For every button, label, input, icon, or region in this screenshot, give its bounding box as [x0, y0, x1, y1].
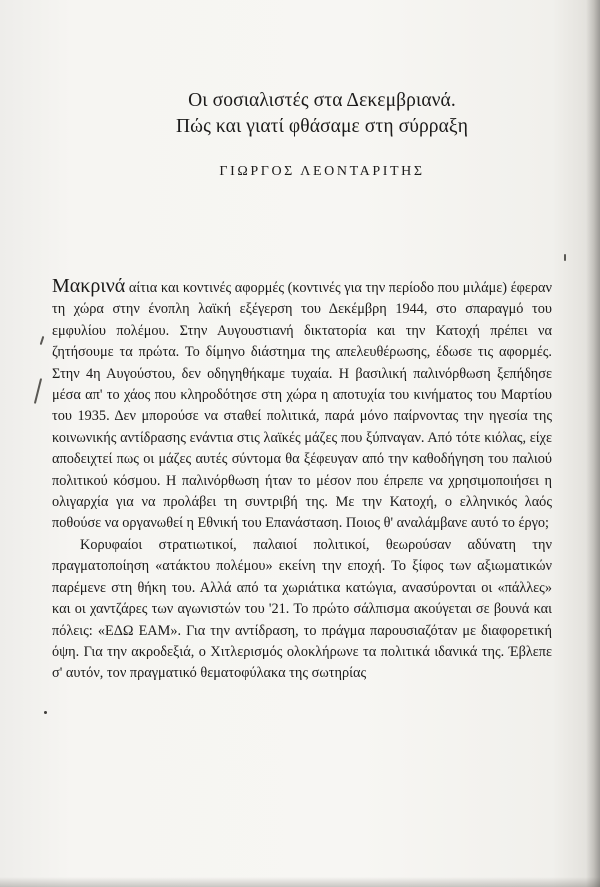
- paragraph-2-text: Κορυφαίοι στρατιωτικοί, παλαιοί πολιτικοί, θεωρούσαν αδύνατη την πραγματοποίηση «ατάκτου πολέμου» εκείνη την εποχή. Το ξίφος των αξιωματικών παρέμενε στη θήκη του. Αλλά από τα χωριάτικα κατώγια, ανασύρονται οι «πάλλες» και οι χαντζάρες των αγωνιστών του '21. Το πρώτο σάλπισμα ακούγεται σε βουνά και πόλεις: «ΕΔΩ ΕΑΜ». Για την αντίδραση, το πράγμα παρουσιαζόταν με διαφορετική όψη. Για την ακροδεξιά, ο Χιτλερισμός ολοκλήρωνε τα πολιτικά ιδανικά της. Έβλεπε σ' αυτόν, τον πραγματικό θεματοφύλακα της σωτηρίας: [52, 536, 552, 682]
- paragraph-2: [52, 535, 552, 685]
- scan-shadow-bottom: [0, 877, 600, 887]
- author-name: ΓΙΩΡΓΟΣ ΛΕΟΝΤΑΡΙΤΗΣ: [219, 164, 425, 179]
- chapter-title-line-1: Οι σοσιαλιστές στα Δεκεμβριανά.: [188, 90, 456, 111]
- scan-shadow-right: [586, 0, 600, 887]
- paragraph-1: [52, 275, 553, 535]
- chapter-title: [92, 88, 552, 140]
- paragraph-1-text: αίτια και κοντινές αφορμές (κοντινές για την περίοδο που μιλάμε) έφεραν τη χώρα στην ένοπλη λαϊκή εξέγερση του Δεκέμβρη 1944, στο σπαραγμό του εμφυλίου πολέμου. Στην Αυγουστιανή δικτατορία και την Κατοχή πρέπει να ζητήσουμε τα πρώτα. Το δίμηνο διάστημα της απελευθέρωσης, έδωσε τις αφορμές. Στην 4η Αυγούστου, δεν οδηγηθήκαμε τυχαία. Η βασιλική παλινόρθωση ξεπήδησε μέσα απ' το χάος που κληροδότησε στη χώρα η αποτυχία του κινήματος του Μαρτίου του 1935. Δεν μπορούσε να σταθεί πολιτικά, παρά μόνο παίρνοντας την ηγεσία της κοινωνικής αντίδρασης ενάντια στις λαϊκές μάζες που ξύπναγαν. Από τότε κιόλας, είχε αποδειχτεί πως οι μάζες αυτές σύντομα θα ξέφευγαν από την καθοδήγηση του παλιού πολιτικού κόσμου. Η παλινόρθωση ήταν το μέσον που έπρεπε να χρησιμοποιήσει η ολιγαρχία για να προλάβει τη συντριβή της. Με την Κατοχή, ο ελληνικός λαός ποθούσε να οργανωθεί η Εθνική του Επανάσταση. Ποιος θ' αναλάμβανε αυτό το έργο;: [52, 280, 553, 532]
- paragraph-1-lead-word: Μακρινά: [52, 275, 126, 297]
- margin-pencil-mark: [34, 378, 42, 404]
- margin-pencil-mark: [40, 336, 45, 345]
- body-text: [52, 275, 553, 685]
- chapter-title-line-2: Πώς και γιατί φθάσαμε στη σύρραξη: [175, 116, 469, 137]
- margin-pencil-mark: [564, 254, 566, 261]
- page-content: [52, 88, 552, 685]
- margin-dot-mark: [44, 711, 47, 714]
